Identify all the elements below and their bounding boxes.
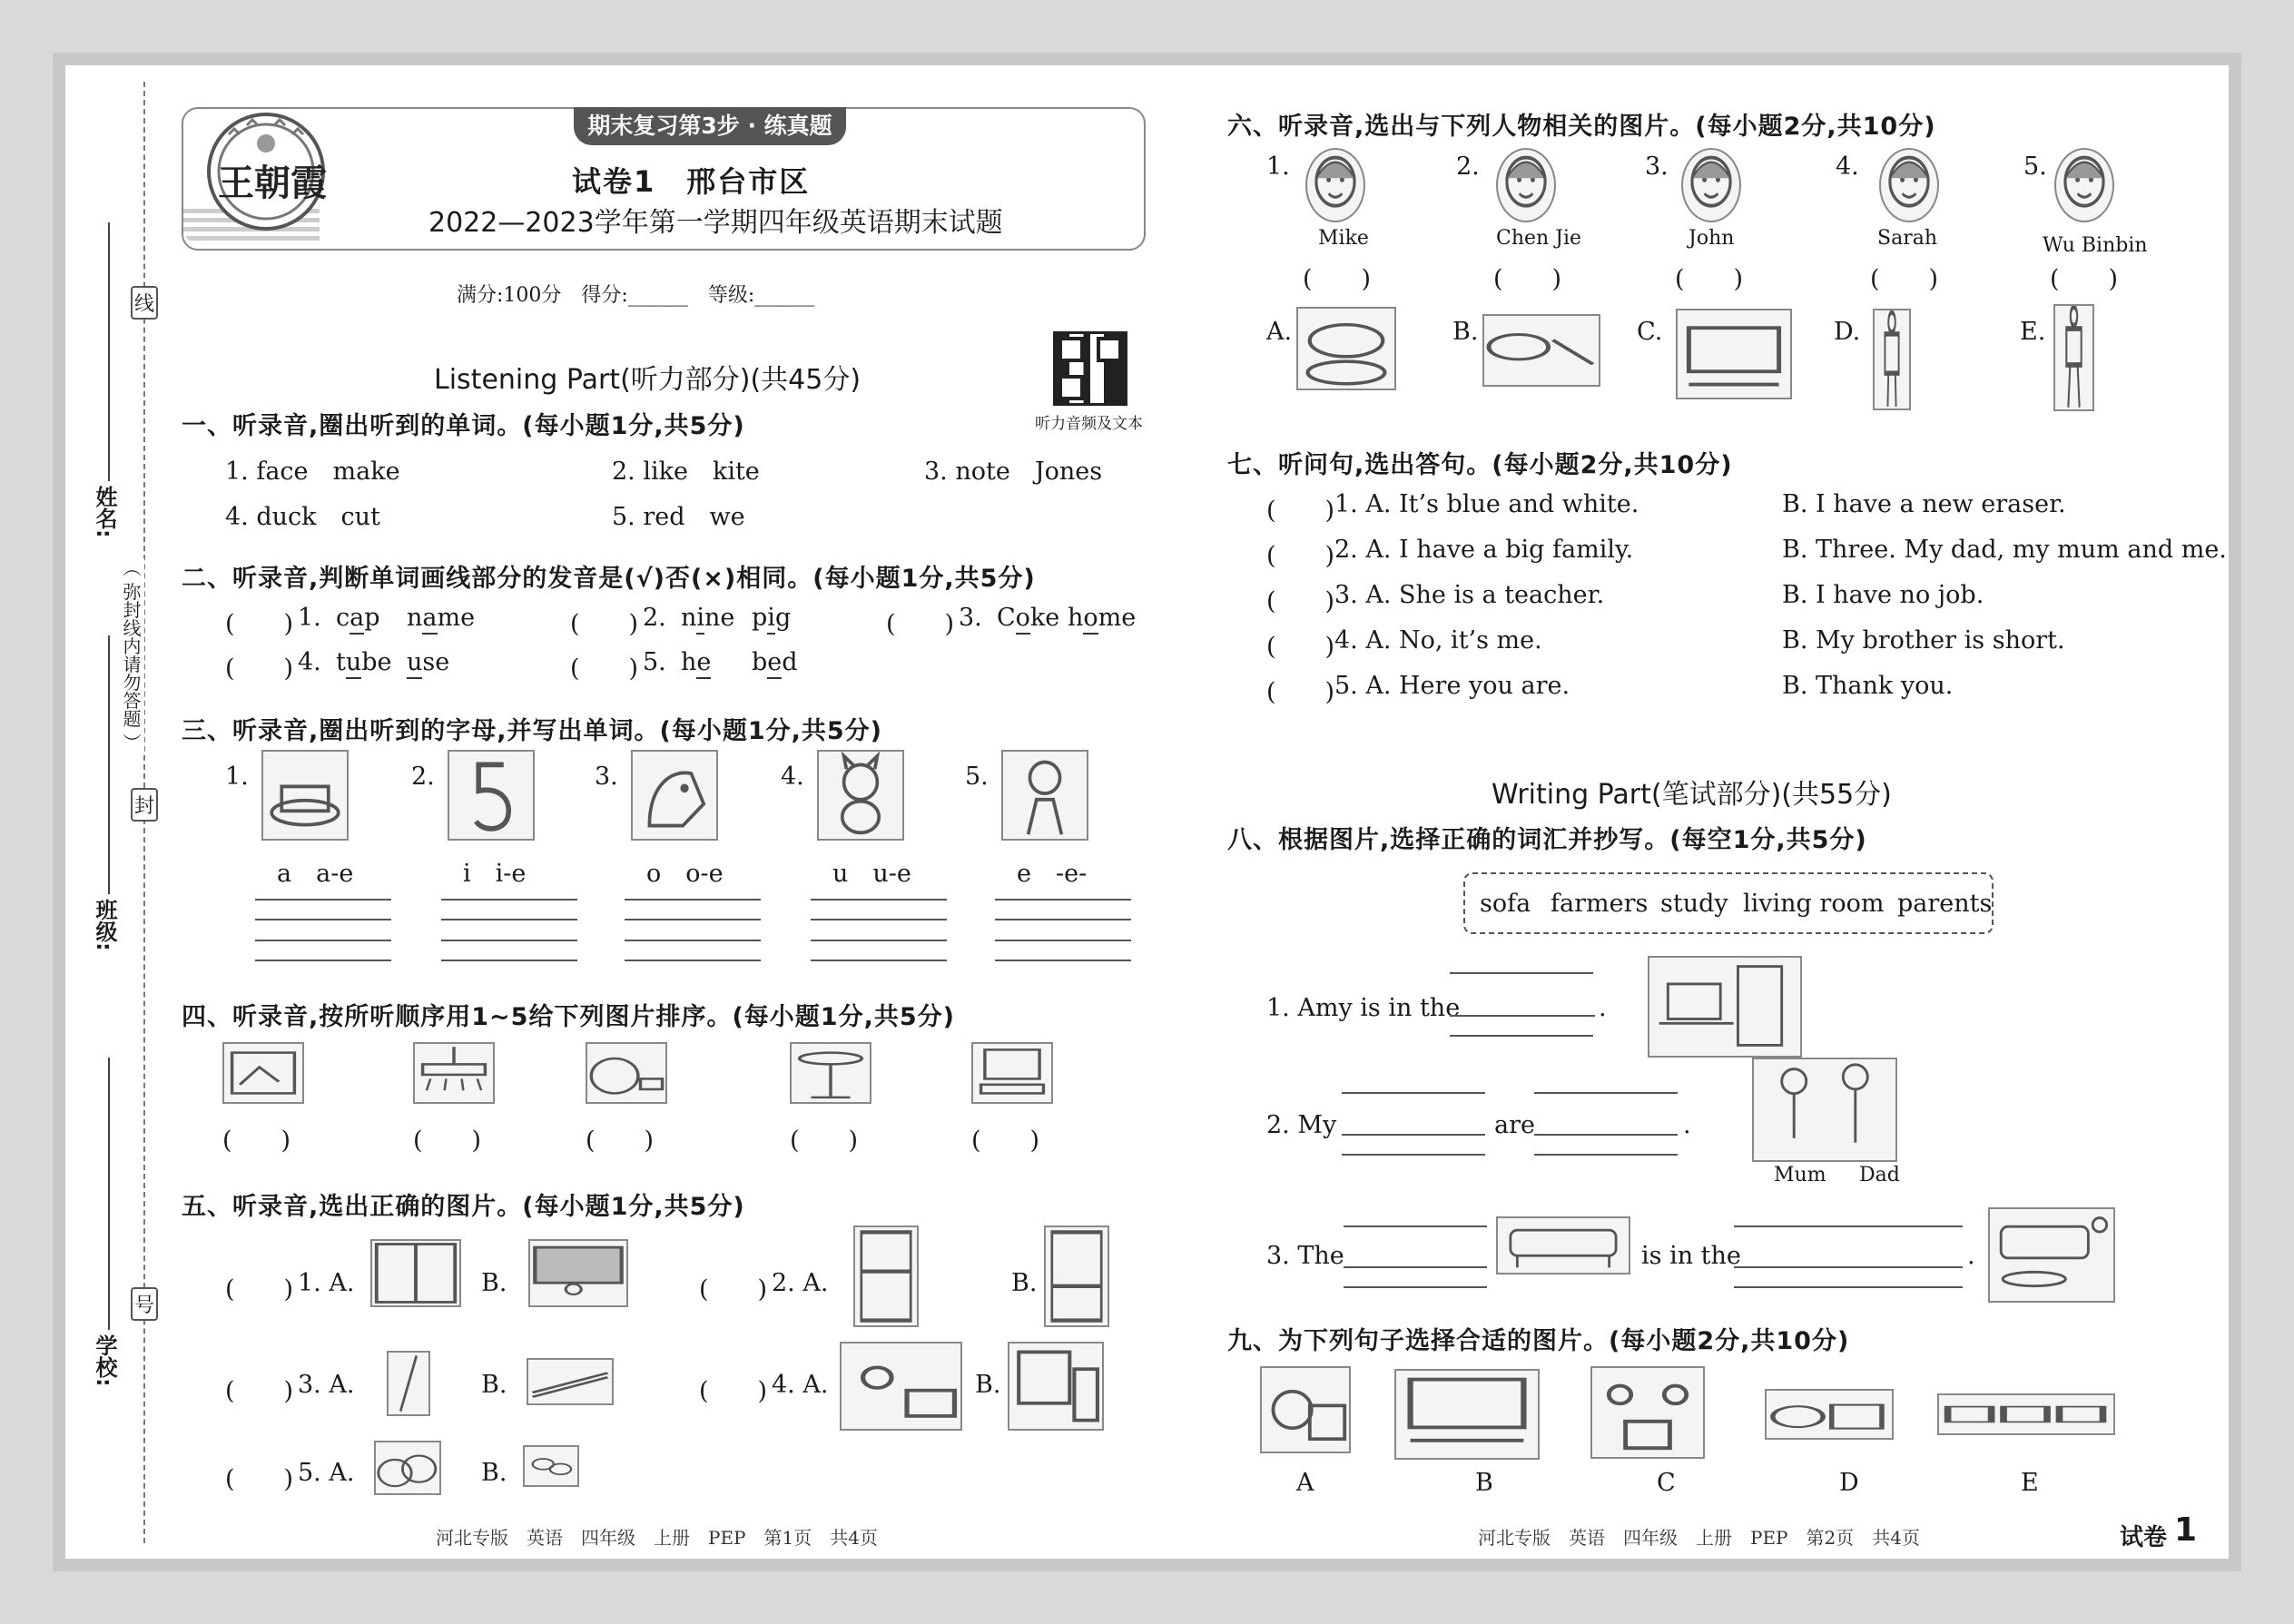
listening-heading: Listening Part(听力部分)(共45分) [434, 364, 861, 396]
s3-write-line-4-3[interactable] [811, 940, 947, 941]
exam-subtitle: 2022—2023学年第一学期四年级英语期末试题 [428, 207, 1003, 239]
s2-w1a: n [681, 604, 697, 632]
p6-num-4: 4. [1836, 153, 1859, 181]
p6-picture-3 [1676, 309, 1792, 399]
s2-w2u: o [1083, 604, 1098, 635]
sofa-picture [1496, 1216, 1630, 1275]
p7-option-a-5[interactable]: 5. A. Here you are. [1334, 672, 1570, 700]
s2-w2b: d [782, 648, 798, 676]
name-line[interactable] [108, 222, 110, 481]
s2-w1a: C [997, 604, 1016, 632]
s8-q1-blank-2[interactable] [1450, 1015, 1595, 1017]
s5-b-label-5: B. [481, 1459, 507, 1487]
s9-letter-2: B [1475, 1469, 1493, 1497]
s2-w1b: ke [1029, 604, 1060, 632]
exam-title: 试卷1 邢台市区 [572, 164, 811, 199]
s4-picture-3 [586, 1042, 667, 1104]
name-label: 姓名: [92, 486, 117, 538]
p7-option-a-3[interactable]: 3. A. She is a teacher. [1334, 581, 1605, 609]
s8-q1-text: 1. Amy is in the [1266, 994, 1461, 1022]
binding-feng: 封 [131, 788, 158, 822]
p6-face-4 [1879, 148, 1939, 222]
s2-paren-2[interactable]: ( ) [570, 610, 639, 638]
s3-write-line-2-4 [441, 960, 577, 961]
footer-left: 河北专版 英语 四年级 上册 PEP 第1页 共4页 [436, 1527, 878, 1549]
s2-w2u: e [767, 648, 782, 679]
s3-write-line-2-3[interactable] [441, 940, 577, 941]
s4-paren-1[interactable]: ( ) [222, 1127, 291, 1155]
s5-picture-b-5 [523, 1445, 579, 1487]
s2-w2u: i [767, 604, 775, 635]
s5-num-1: 1. A. [298, 1269, 355, 1297]
s5-num-3: 3. A. [298, 1371, 355, 1399]
s8-q2-text-b: are [1494, 1111, 1535, 1139]
s2-w1a: h [681, 648, 697, 676]
p7-option-b-2[interactable]: B. Three. My dad, my mum and me. [1782, 536, 2227, 564]
s2-w1u: u [346, 648, 361, 679]
logo-text: 王朝霞 [218, 162, 327, 204]
s5-num-2: 2. A. [772, 1269, 829, 1297]
s3-write-line-5-3[interactable] [995, 940, 1131, 941]
s2-w2a: n [407, 604, 423, 632]
section9-title: 九、为下列句子选择合适的图片。(每小题2分,共10分) [1227, 1327, 1850, 1355]
p7-paren-1[interactable]: ( ) [1266, 497, 1335, 525]
s3-num-5: 5. [965, 763, 989, 791]
s8-q2-blank-bot-1[interactable] [1342, 1154, 1485, 1156]
s2-word1-4 [336, 648, 392, 676]
s9-picture-5 [1937, 1393, 2115, 1435]
footer-num: 1 [2174, 1511, 2198, 1549]
s3-write-line-5-1 [995, 899, 1131, 901]
s2-w1b: be [361, 648, 392, 676]
s5-picture-a-4 [840, 1342, 962, 1431]
s5-picture-a-2 [853, 1225, 919, 1327]
p7-paren-5[interactable]: ( ) [1266, 678, 1335, 706]
s2-word2-3 [1068, 604, 1136, 632]
s5-picture-b-1 [528, 1239, 628, 1307]
p6-paren-5[interactable]: ( ) [2050, 265, 2119, 293]
s3-write-line-5-4 [995, 960, 1131, 961]
p7-option-b-5[interactable]: B. Thank you. [1782, 672, 1954, 700]
s2-w2a: b [752, 648, 768, 676]
s2-paren-3[interactable]: ( ) [886, 610, 955, 638]
s5-num-4: 4. A. [772, 1371, 829, 1399]
s5-b-label-2: B. [1011, 1269, 1038, 1297]
s8-q2-blank-top-2[interactable] [1534, 1092, 1678, 1094]
s2-w2a: h [1068, 604, 1084, 632]
p6-letter-5: E. [2020, 318, 2046, 346]
s4-paren-2[interactable]: ( ) [413, 1127, 482, 1155]
p7-option-b-3[interactable]: B. I have no job. [1782, 581, 1984, 609]
p7-paren-2[interactable]: ( ) [1266, 542, 1335, 570]
section3-title: 三、听录音,圈出听到的字母,并写出单词。(每小题1分,共5分) [182, 717, 883, 745]
s5-num-5: 5. A. [298, 1459, 355, 1487]
s3-picture-3 [631, 750, 718, 841]
s8-q2-blank-bot-2[interactable] [1534, 1154, 1678, 1156]
s8-q3-blank-bot-1[interactable] [1344, 1286, 1487, 1288]
mum-label: Mum [1774, 1164, 1826, 1186]
p6-face-5 [2054, 148, 2114, 222]
s8-q2-dot: . [1683, 1111, 1691, 1139]
s2-w2b: se [422, 648, 450, 676]
s3-options-2[interactable]: i i-e [463, 860, 527, 888]
s5-paren-5[interactable]: ( ) [225, 1465, 294, 1493]
s5-picture-a-5 [374, 1441, 441, 1495]
s2-num-2: 2. [643, 604, 666, 632]
p6-name-5: Wu Binbin [2043, 234, 2148, 257]
s5-picture-b-4 [1008, 1342, 1104, 1431]
s3-picture-2 [448, 750, 535, 841]
p6-num-2: 2. [1456, 153, 1480, 181]
s8-q3-text-b: is in the [1641, 1242, 1741, 1270]
binding-xian: 线 [131, 286, 158, 320]
s2-w1a: t [336, 648, 346, 676]
s3-options-5[interactable]: e -e- [1017, 860, 1088, 888]
s2-num-3: 3. [959, 604, 982, 632]
s5-picture-a-1 [370, 1239, 461, 1307]
p6-letter-1: A. [1266, 318, 1293, 346]
s9-picture-3 [1590, 1366, 1705, 1459]
p7-option-a-4[interactable]: 4. A. No, it’s me. [1334, 626, 1542, 655]
p7-option-a-2[interactable]: 2. A. I have a big family. [1334, 536, 1634, 564]
word-bank-item-2[interactable]: farmers [1551, 890, 1649, 918]
s4-paren-3[interactable]: ( ) [586, 1127, 655, 1155]
section2-title: 二、听录音,判断单词画线部分的发音是(√)否(×)相同。(每小题1分,共5分) [182, 565, 1036, 593]
s2-word2-4 [407, 648, 449, 676]
qr-code[interactable] [1053, 331, 1127, 406]
s5-b-label-3: B. [481, 1371, 507, 1399]
s3-picture-1 [261, 750, 349, 841]
p7-option-b-4[interactable]: B. My brother is short. [1782, 626, 2065, 655]
s2-paren-5[interactable]: ( ) [570, 655, 639, 683]
s5-paren-2[interactable]: ( ) [699, 1275, 768, 1304]
section1-title: 一、听录音,圈出听到的单词。(每小题1分,共5分) [182, 412, 745, 440]
s3-write-line-3-1 [625, 899, 761, 901]
s2-word2-1 [407, 604, 475, 632]
s2-w1b: p [364, 604, 380, 632]
p6-paren-3[interactable]: ( ) [1675, 265, 1744, 293]
s9-picture-2 [1394, 1369, 1540, 1460]
school-line[interactable] [108, 1058, 110, 1330]
s1-item-2[interactable]: 2. like kite [612, 458, 760, 486]
s2-word2-2 [752, 604, 791, 632]
living-room-picture [1988, 1207, 2115, 1303]
s2-w2u: u [407, 648, 422, 679]
s2-w2a: p [752, 604, 768, 632]
s3-write-line-1-2[interactable] [255, 919, 391, 920]
s8-q3-blank-1[interactable] [1344, 1266, 1487, 1268]
s3-write-line-1-4 [255, 960, 391, 961]
p7-paren-4[interactable]: ( ) [1266, 633, 1335, 661]
s4-picture-5 [971, 1042, 1053, 1104]
s3-num-2: 2. [411, 763, 435, 791]
word-bank-item-5[interactable]: parents [1897, 890, 1993, 918]
s1-item-1[interactable]: 1. face make [225, 458, 400, 486]
s5-paren-1[interactable]: ( ) [225, 1275, 294, 1304]
word-bank-item-4[interactable]: living room [1743, 890, 1885, 918]
farmers-picture [1752, 1058, 1897, 1162]
s3-picture-4 [817, 750, 904, 841]
p6-paren-1[interactable]: ( ) [1303, 265, 1372, 293]
p6-picture-2 [1482, 314, 1600, 387]
part7-title: 七、听问句,选出答句。(每小题2分,共10分) [1227, 451, 1733, 479]
s5-picture-b-2 [1044, 1225, 1109, 1327]
header-badge: 期末复习第3步 · 练真题 [574, 107, 846, 145]
s3-write-line-5-2[interactable] [995, 919, 1131, 920]
s3-num-4: 4. [781, 763, 804, 791]
s8-q3-blank-top-2[interactable] [1734, 1225, 1963, 1227]
s8-q1-dot: . [1599, 994, 1607, 1022]
s8-q2-blank-2[interactable] [1534, 1134, 1678, 1136]
s2-w1u: o [1016, 604, 1030, 635]
score-line: 满分:100分 得分:______ 等级:______ [457, 284, 815, 307]
s5-picture-b-3 [527, 1358, 614, 1405]
dad-label: Dad [1859, 1164, 1900, 1186]
s3-num-1: 1. [225, 763, 249, 791]
s3-write-line-3-4 [625, 960, 761, 961]
p6-num-3: 3. [1645, 153, 1669, 181]
s2-w2u: a [422, 604, 437, 635]
s2-w1b: ne [704, 604, 735, 632]
p7-paren-3[interactable]: ( ) [1266, 587, 1335, 615]
s1-item-5[interactable]: 5. red we [612, 503, 745, 531]
s8-q1-blank[interactable] [1450, 972, 1593, 974]
s9-picture-1 [1260, 1366, 1351, 1453]
p6-picture-4 [1873, 309, 1911, 410]
s4-picture-1 [222, 1042, 304, 1104]
s3-write-line-2-2[interactable] [441, 919, 577, 920]
s5-picture-a-3 [387, 1351, 430, 1416]
p6-name-4: Sarah [1877, 227, 1937, 250]
s2-paren-1[interactable]: ( ) [225, 610, 294, 638]
s5-paren-3[interactable]: ( ) [225, 1377, 294, 1405]
s8-q3-text-a: 3. The [1266, 1242, 1344, 1270]
s3-write-line-3-3[interactable] [625, 940, 761, 941]
s4-paren-4[interactable]: ( ) [790, 1127, 859, 1155]
s3-write-line-1-1 [255, 899, 391, 901]
s8-q3-blank-bot-2[interactable] [1734, 1286, 1963, 1288]
s5-b-label-1: B. [481, 1269, 507, 1297]
s2-num-1: 1. [298, 604, 321, 632]
s8-q3-blank-top-1[interactable] [1344, 1225, 1487, 1227]
s2-w1u: i [696, 604, 704, 635]
s3-options-1[interactable]: a a-e [277, 860, 354, 888]
p6-face-1 [1305, 148, 1365, 222]
p6-letter-4: D. [1834, 318, 1861, 346]
p6-face-3 [1681, 148, 1741, 222]
s2-word1-3 [997, 604, 1059, 632]
p6-letter-3: C. [1637, 318, 1663, 346]
p6-picture-1 [1296, 307, 1396, 390]
p6-name-3: John [1689, 227, 1735, 250]
section4-title: 四、听录音,按所听顺序用1~5给下列图片排序。(每小题1分,共5分) [182, 1003, 955, 1031]
s3-write-line-4-4 [811, 960, 947, 961]
s8-q2-blank-top-1[interactable] [1342, 1092, 1485, 1094]
section8-title: 八、根据图片,选择正确的词汇并抄写。(每空1分,共5分) [1227, 826, 1867, 854]
s3-write-line-1-3[interactable] [255, 940, 391, 941]
s4-picture-4 [790, 1042, 871, 1104]
s2-w1u: e [696, 648, 711, 679]
study-picture [1648, 956, 1802, 1058]
s2-word1-5 [681, 648, 711, 676]
p6-letter-2: B. [1452, 318, 1479, 346]
p7-option-b-1[interactable]: B. I have a new eraser. [1782, 490, 2066, 518]
s8-q3-blank-2[interactable] [1734, 1266, 1963, 1268]
s3-write-line-2-1 [441, 899, 577, 901]
s8-q2-text-a: 2. My [1266, 1111, 1337, 1139]
s3-options-3[interactable]: o o-e [646, 860, 724, 888]
s5-paren-4[interactable]: ( ) [699, 1377, 768, 1405]
p6-paren-2[interactable]: ( ) [1493, 265, 1562, 293]
class-line[interactable] [108, 635, 110, 894]
p6-name-2: Chen Jie [1496, 227, 1582, 250]
s3-options-4[interactable]: u u-e [832, 860, 911, 888]
s2-paren-4[interactable]: ( ) [225, 655, 294, 683]
p6-face-2 [1496, 148, 1556, 222]
word-bank-item-3[interactable]: study [1660, 890, 1728, 918]
s4-paren-5[interactable]: ( ) [971, 1127, 1040, 1155]
binding-notice: （ 弥封线内请勿答题 ） [118, 558, 144, 752]
s4-picture-2 [413, 1042, 495, 1104]
s2-w1a: c [336, 604, 350, 632]
s2-num-4: 4. [298, 648, 321, 676]
p6-num-5: 5. [2023, 153, 2047, 181]
p7-option-a-1[interactable]: 1. A. It’s blue and white. [1334, 490, 1639, 518]
s2-w2b: g [774, 604, 792, 632]
s8-q2-blank-1[interactable] [1342, 1134, 1485, 1136]
school-label: 学校: [92, 1334, 117, 1387]
s2-num-5: 5. [643, 648, 666, 676]
s9-letter-1: A [1296, 1469, 1314, 1497]
s9-picture-4 [1765, 1389, 1894, 1440]
s3-num-3: 3. [595, 763, 618, 791]
s1-item-4[interactable]: 4. duck cut [225, 503, 380, 531]
s8-q1-blank-3[interactable] [1450, 1035, 1593, 1037]
footer-right: 河北专版 英语 四年级 上册 PEP 第2页 共4页 [1478, 1527, 1920, 1549]
footer-label: 试卷 [2120, 1524, 2168, 1551]
p6-num-1: 1. [1266, 153, 1290, 181]
s9-letter-5: E [2021, 1469, 2039, 1497]
p6-paren-4[interactable]: ( ) [1870, 265, 1939, 293]
writing-heading: Writing Part(笔试部分)(共55分) [1492, 779, 1892, 811]
s9-letter-3: C [1657, 1469, 1676, 1497]
qr-caption: 听力音频及文本 [1035, 415, 1143, 433]
p6-name-1: Mike [1318, 227, 1369, 250]
s2-word2-5 [752, 648, 798, 676]
s2-word1-2 [681, 604, 734, 632]
binding-hao: 号 [131, 1287, 158, 1321]
s3-write-line-4-1 [811, 899, 947, 901]
s9-letter-4: D [1839, 1469, 1859, 1497]
s1-item-3[interactable]: 3. note Jones [924, 458, 1103, 486]
p6-picture-5 [2053, 304, 2094, 411]
part6-title: 六、听录音,选出与下列人物相关的图片。(每小题2分,共10分) [1227, 113, 1936, 141]
s3-write-line-3-2[interactable] [625, 919, 761, 920]
word-bank-item-1[interactable]: sofa [1480, 890, 1531, 918]
s2-w1u: a [350, 604, 364, 635]
s5-b-label-4: B. [975, 1371, 1001, 1399]
s3-picture-5 [1001, 750, 1088, 841]
section5-title: 五、听录音,选出正确的图片。(每小题1分,共5分) [182, 1193, 745, 1221]
s8-q3-dot: . [1967, 1242, 1975, 1270]
s3-write-line-4-2[interactable] [811, 919, 947, 920]
s2-word1-1 [336, 604, 380, 632]
s2-w2b: me [437, 604, 476, 632]
s2-w2b: me [1098, 604, 1137, 632]
class-label: 班级: [92, 899, 117, 951]
